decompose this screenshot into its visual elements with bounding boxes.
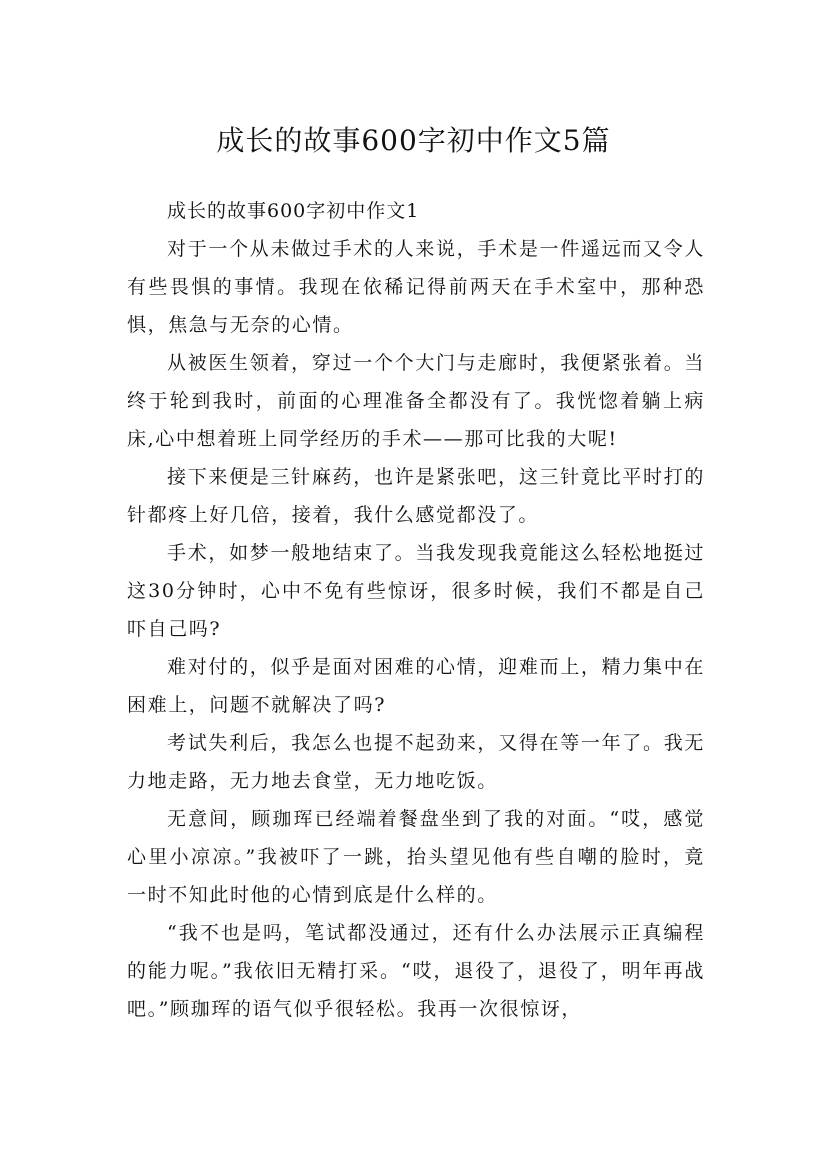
document-title: 成长的故事600字初中作文5篇 bbox=[216, 123, 611, 157]
paragraph: 从被医生领着，穿过一个个大门与走廊时，我便紧张着。当终于轮到我时，前面的心理准备全都没有了。我恍惚着躺上病床,心中想着班上同学经历的手术——那可比我的大呢! bbox=[127, 352, 705, 450]
paragraph: 手术，如梦一般地结束了。当我发现我竟能这么轻松地挺过这30分钟时，心中不免有些惊讶，很多时候，我们不都是自己吓自己吗? bbox=[127, 542, 705, 640]
paragraph: 接下来便是三针麻药，也许是紧张吧，这三针竟比平时打的针都疼上好几倍，接着，我什么感觉都没了。 bbox=[127, 466, 705, 526]
article-subheading: 成长的故事600字初中作文1 bbox=[167, 200, 420, 222]
document-body bbox=[127, 192, 705, 1028]
paragraph: “我不也是吗，笔试都没通过，还有什么办法展示正真编程的能力呢。”我依旧无精打采。“哎，退役了，退役了，明年再战吧。”顾珈珲的语气似乎很轻松。我再一次很惊讶， bbox=[127, 922, 705, 1020]
paragraph: 无意间，顾珈珲已经端着餐盘坐到了我的对面。“哎，感觉心里小凉凉。”我被吓了一跳，抬头望见他有些自嘲的脸时，竟一时不知此时他的心情到底是什么样的。 bbox=[127, 808, 705, 906]
paragraph: 难对付的，似乎是面对困难的心情，迎难而上，精力集中在困难上，问题不就解决了吗? bbox=[127, 656, 705, 716]
paragraph: 考试失利后，我怎么也提不起劲来，又得在等一年了。我无力地走路，无力地去食堂，无力地吃饭。 bbox=[127, 732, 705, 792]
paragraph: 对于一个从未做过手术的人来说，手术是一件遥远而又令人有些畏惧的事情。我现在依稀记得前两天在手术室中，那种恐惧，焦急与无奈的心情。 bbox=[127, 238, 705, 336]
